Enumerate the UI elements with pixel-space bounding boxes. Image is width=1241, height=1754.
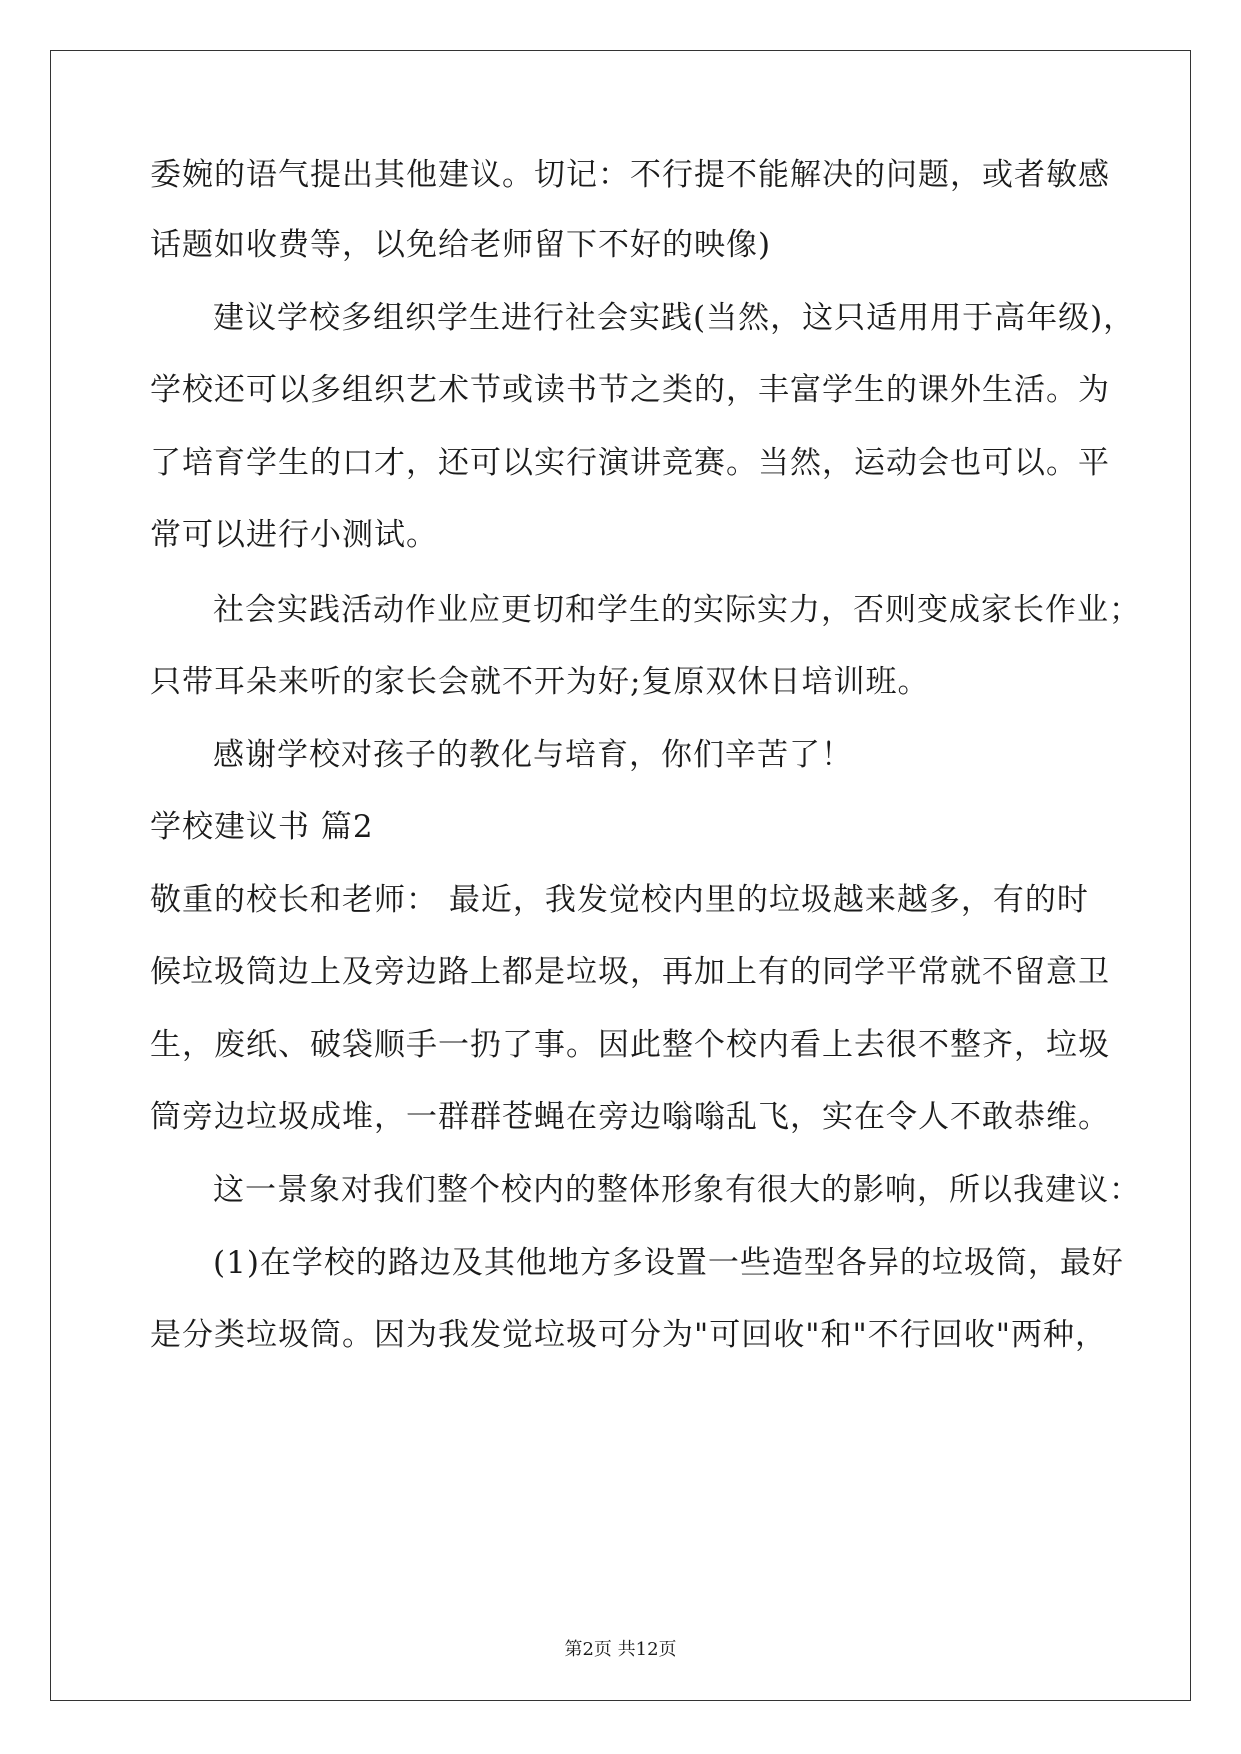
text-line: 候垃圾筒边上及旁边路上都是垃圾，再加上有的同学平常就不留意卫	[150, 954, 1110, 990]
text-line: 学校还可以多组织艺术节或读书节之类的，丰富学生的课外生活。为	[150, 372, 1110, 408]
paragraph-line: (1)在学校的路边及其他地方多设置一些造型各异的垃圾筒，最好	[213, 1245, 1124, 1281]
text-line: 是分类垃圾筒。因为我发觉垃圾可分为"可回收"和"不行回收"两种，	[150, 1317, 1108, 1353]
paragraph-line: 建议学校多组织学生进行社会实践(当然，这只适用用于高年级)，	[213, 300, 1136, 336]
paragraph-line: 社会实践活动作业应更切和学生的实际实力，否则变成家长作业；	[213, 592, 1141, 628]
text-line: 敬重的校长和老师： 最近，我发觉校内里的垃圾越来越多，有的时	[150, 882, 1089, 918]
text-line: 话题如收费等，以免给老师留下不好的映像)	[150, 227, 772, 263]
text-line: 只带耳朵来听的家长会就不开为好;复原双休日培训班。	[150, 664, 930, 700]
paragraph-line: 感谢学校对孩子的教化与培育，你们辛苦了！	[213, 737, 853, 773]
page-number-footer: 第2页 共12页	[564, 1639, 677, 1660]
text-line: 生，废纸、破袋顺手一扔了事。因此整个校内看上去很不整齐，垃圾	[150, 1027, 1110, 1063]
paragraph-line: 这一景象对我们整个校内的整体形象有很大的影响，所以我建议：	[213, 1172, 1141, 1208]
section-heading: 学校建议书 篇2	[150, 809, 374, 845]
text-line: 常可以进行小测试。	[150, 517, 438, 553]
text-line: 了培育学生的口才，还可以实行演讲竞赛。当然，运动会也可以。平	[150, 445, 1110, 481]
text-line: 委婉的语气提出其他建议。切记：不行提不能解决的问题，或者敏感	[150, 157, 1110, 193]
text-line: 筒旁边垃圾成堆，一群群苍蝇在旁边嗡嗡乱飞，实在令人不敢恭维。	[150, 1099, 1110, 1135]
